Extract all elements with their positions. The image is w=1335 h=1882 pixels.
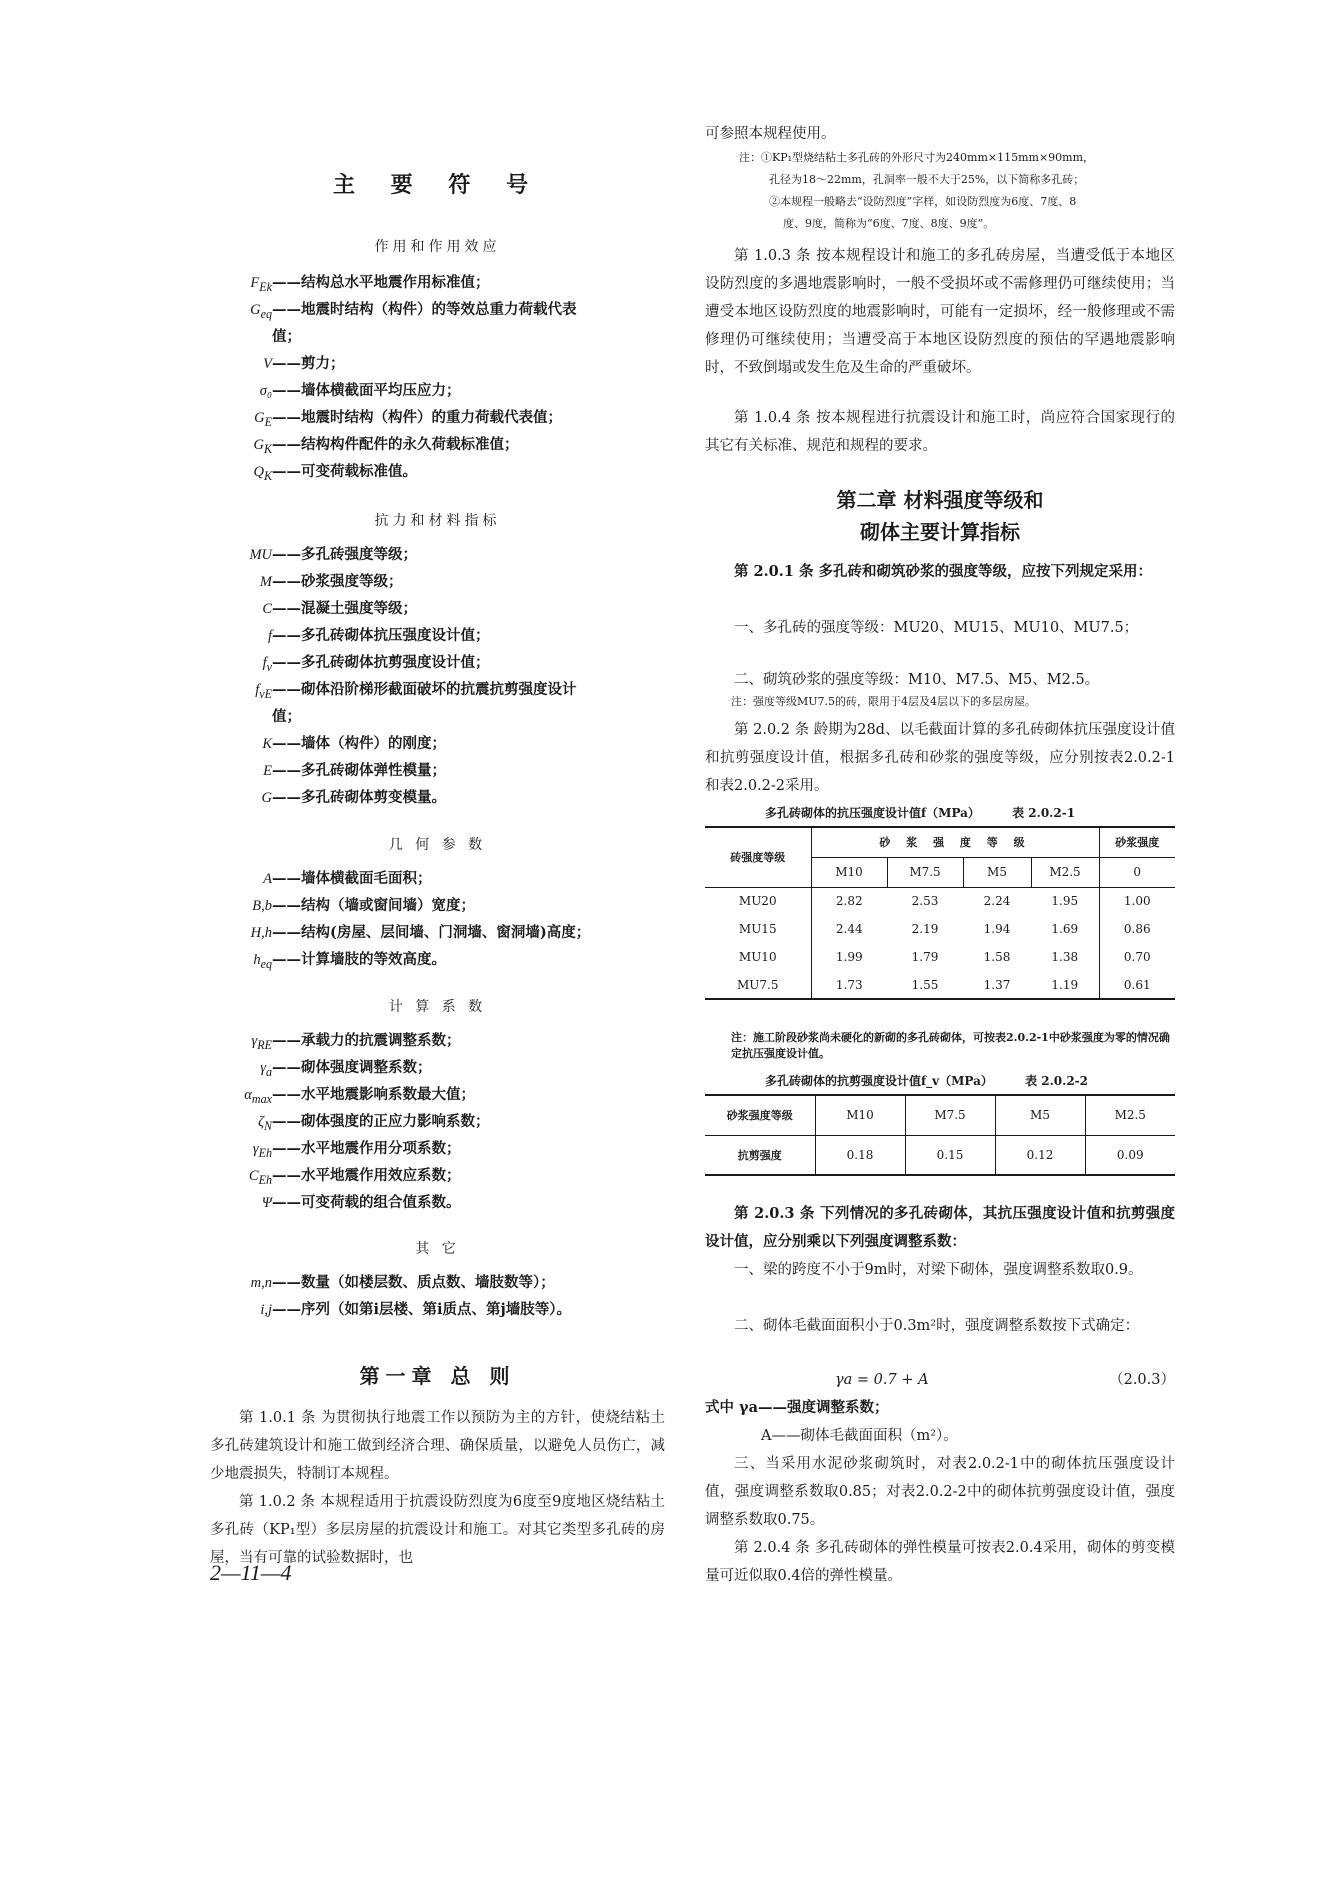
symbol-line: f——多孔砖砌体抗压强度设计值； xyxy=(267,627,490,644)
group-title-resistance: 抗力和材料指标 xyxy=(374,513,501,529)
symbol-line: $h_{eq}——$计算墙肢的等效高度。 xyxy=(253,951,446,971)
chapter-2-title-line2: 砌体主要计算指标 xyxy=(860,520,1020,544)
table-row xyxy=(705,915,1175,943)
symbol-line: $F_{Ek}——$结构总水平地震作用标准值； xyxy=(250,274,490,294)
cell: 1.95 xyxy=(1031,887,1099,915)
cell: 1.79 xyxy=(911,950,939,964)
clause-1-0-3: 第 1.0.3 条 按本规程设计和施工的多孔砖房屋，当遭受低于本地区设防烈度的多遇地震影响时，一般不受损坏或不需修理仍可继续使用；当遭受本地区设防烈度的地震影响时，可能有一定损坏，经一般修理或不需修理仍可继续使用；当遭受高于本地区设防烈度的预估的罕遇地震影响时，不致倒塌或发生危及生命的严重破坏。 xyxy=(705,248,1175,376)
table-1-caption: 多孔砖砌体的抗压强度设计值f（MPa） 表 2.0.2-1 xyxy=(765,806,1076,820)
cell: 1.99 xyxy=(835,950,863,964)
row-label: MU10 xyxy=(705,943,811,971)
group-title-geometry: 几 何 参 数 xyxy=(388,837,487,853)
cell: 2.82 xyxy=(835,894,863,909)
symbol-line: $C_{Eh}——$水平地震作用效应系数； xyxy=(248,1167,461,1187)
cell: 0.18 xyxy=(815,1135,905,1175)
cell: 1.58 xyxy=(983,950,1011,964)
cell: 2.53 xyxy=(911,894,939,909)
symbol-line: $Q_K——$可变荷载标准值。 xyxy=(253,463,417,483)
note-1b: 孔径为18～22mm，孔洞率一般不大于25%，以下简称多孔砖； xyxy=(769,173,1085,186)
note-2b: 度、9度，简称为“6度、7度、8度、9度”。 xyxy=(783,217,995,230)
cell: 1.38 xyxy=(1031,943,1099,971)
table-group-header: 砂 浆 强 度 等 级 xyxy=(811,827,1099,857)
cell: 2.24 xyxy=(983,894,1011,909)
group-title-coefficients: 计 算 系 数 xyxy=(388,999,487,1015)
table-col-header: M10 xyxy=(815,1095,905,1135)
cell: 1.73 xyxy=(835,977,863,992)
symbol-line: MU——多孔砖强度等级； xyxy=(249,546,417,563)
row-label: 抗剪强度 xyxy=(705,1135,815,1175)
cell: 0.61 xyxy=(1123,977,1151,992)
symbol-line: σ₀——墙体横截面平均压应力； xyxy=(259,382,461,399)
row-label: MU15 xyxy=(705,915,811,943)
clause-2-0-1-b: 二、砌筑砂浆的强度等级：M10、M7.5、M5、M2.5。 xyxy=(734,672,1100,688)
symbol-line: $G_K——$结构构件配件的永久荷载标准值； xyxy=(253,436,519,456)
clause-2-0-3-a: 一、梁的跨度不小于9m时，对梁下砌体，强度调整系数取0.9。 xyxy=(734,1262,1143,1278)
cell: 1.69 xyxy=(1031,915,1099,943)
symbol-line: $G_E——$地震时结构（构件）的重力荷载代表值； xyxy=(254,409,562,429)
symbol-line: E——多孔砖砌体弹性模量； xyxy=(263,762,446,779)
clause-2-0-3-c: 三、当采用水泥砂浆砌筑时，对表2.0.2-1中的砌体抗压强度设计值，强度调整系数取0.85；对表2.0.2-2中的砌体抗剪强度设计值，强度调整系数取0.75。 xyxy=(705,1456,1175,1528)
symbol-line: C——混凝土强度等级； xyxy=(262,600,417,617)
clause-1-0-2: 第 1.0.2 条 本规程适用于抗震设防烈度为6度至9度地区烧结粘土多孔砖（KP₁型）多层房屋的抗震设计和施工。对其它类型多孔砖的房屋，当有可靠的试验数据时，也 xyxy=(210,1494,665,1566)
table-row xyxy=(705,887,1175,915)
table-col-header: M5 xyxy=(963,857,1031,887)
symbol-line: H,h——结构(房屋、层间墙、门洞墙、窗洞墙)高度； xyxy=(250,924,591,941)
table-col-header: M5 xyxy=(995,1095,1085,1135)
table-row xyxy=(705,1135,1175,1175)
symbol-line: G——多孔砖砌体剪变模量。 xyxy=(261,789,446,806)
symbol-line: V——剪力； xyxy=(263,355,345,372)
table-last-header: 砂浆强度 xyxy=(1099,827,1175,857)
where-2: A——砌体毛截面面积（m²）。 xyxy=(761,1428,958,1444)
symbol-line: K——墙体（构件）的刚度； xyxy=(262,735,446,752)
chapter-1-title: 第一章 总 则 xyxy=(359,1364,516,1388)
clause-2-0-2: 第 2.0.2 条 龄期为28d、以毛截面计算的多孔砖砌体抗压强度设计值和抗剪强度设计值，根据多孔砖和砂浆的强度等级，应分别按表2.0.2-1和表2.0.2-2采用。 xyxy=(705,722,1175,794)
note-2: ②本规程一般略去“设防烈度”字样，如设防烈度为6度、7度、8 xyxy=(769,195,1077,208)
symbol-line: Ψ——可变荷载的组合值系数。 xyxy=(261,1194,461,1211)
page-number: 2—11—4 xyxy=(210,1560,292,1585)
cell: 0.15 xyxy=(905,1135,995,1175)
symbol-line: A——墙体横截面毛面积； xyxy=(263,870,432,887)
symbol-line: $\gamma_{Eh}——$水平地震作用分项系数； xyxy=(252,1140,461,1160)
where-1: 式中 γa——强度调整系数； xyxy=(705,1399,889,1416)
table-col-header: 0 xyxy=(1133,865,1142,879)
table-col-header: M7.5 xyxy=(905,1095,995,1135)
clause-2-0-3: 第 2.0.3 条 下列情况的多孔砖砌体，其抗压强度设计值和抗剪强度设计值，应分别乘以下列强度调整系数： xyxy=(705,1205,1175,1250)
table-2-caption: 多孔砖砌体的抗剪强度设计值f_v（MPa） 表 2.0.2-2 xyxy=(765,1074,1089,1088)
formula-number: （2.0.3） xyxy=(1109,1372,1175,1388)
table-col-header: M2.5 xyxy=(1114,1108,1146,1123)
symbol-line: $f_v——$多孔砖砌体抗剪强度设计值； xyxy=(262,654,490,674)
clause-2-0-1-a: 一、多孔砖的强度等级：MU20、MU15、MU10、MU7.5； xyxy=(734,620,1139,636)
clause-2-0-4: 第 2.0.4 条 多孔砖砌体的弹性模量可按表2.0.4采用，砌体的剪变模量可近似取0.4倍的弹性模量。 xyxy=(705,1540,1175,1584)
formula: γa = 0.7 + A xyxy=(835,1372,929,1388)
symbols-title: 主 要 符 号 xyxy=(333,172,542,198)
clause-1-0-2-continued: 可参照本规程使用。 xyxy=(705,126,836,142)
table-row xyxy=(705,971,1175,999)
symbol-line: B,b——结构（墙或窗间墙）宽度； xyxy=(252,897,475,914)
cell: 2.19 xyxy=(911,922,939,936)
chapter-2-title-line1: 第二章 材料强度等级和 xyxy=(836,488,1044,512)
cell: 1.94 xyxy=(983,922,1011,936)
symbol-line: $G_{eq}——$地震时结构（构件）的等效总重力荷载代表 xyxy=(250,301,577,321)
table-col-header: M2.5 xyxy=(1031,857,1099,887)
table-2-0-2-1 xyxy=(705,826,1175,1000)
note-1: 注：①KP₁型烧结粘土多孔砖的外形尺寸为240mm×115mm×90mm， xyxy=(739,151,1095,164)
symbol-line: M——砂浆强度等级； xyxy=(259,573,403,590)
row-label: MU20 xyxy=(705,887,811,915)
formula-row xyxy=(705,1366,1175,1394)
symbol-line: m,n——数量（如楼层数、质点数、墙肢数等）； xyxy=(250,1274,555,1291)
cell: 0.12 xyxy=(995,1135,1085,1175)
cell: 0.09 xyxy=(1116,1147,1144,1162)
row-label: MU7.5 xyxy=(705,971,811,999)
symbol-line: $\gamma_{RE}——$承载力的抗震调整系数； xyxy=(251,1032,461,1052)
table-1-note: 注：施工阶段砂浆尚未硬化的新砌的多孔砖砌体，可按表2.0.2-1中砂浆强度为零的情况确定抗压强度设计值。 xyxy=(731,1031,1170,1060)
clause-2-0-3-b: 二、砌体毛截面面积小于0.3m²时，强度调整系数按下式确定： xyxy=(734,1318,1140,1334)
group-title-actions: 作用和作用效应 xyxy=(374,239,501,255)
cell: 1.00 xyxy=(1123,894,1151,909)
table-col-header: M7.5 xyxy=(887,857,963,887)
group-title-others: 其 它 xyxy=(415,1241,460,1257)
clause-2-0-1-note: 注：强度等级MU7.5的砖，限用于4层及4层以下的多层房屋。 xyxy=(731,695,1037,708)
symbol-line: 值； xyxy=(272,708,301,725)
symbol-line: 值； xyxy=(272,328,301,345)
cell: 0.70 xyxy=(1123,950,1151,964)
cell: 2.44 xyxy=(835,922,863,936)
symbol-line: i,j——序列（如第i层楼、第i质点、第j墙肢等）。 xyxy=(260,1301,572,1318)
cell: 0.86 xyxy=(1123,922,1151,936)
symbol-line: $f_{vE}——$砌体沿阶梯形截面破坏的抗震抗剪强度设计 xyxy=(255,681,577,701)
symbol-line: $\zeta_N——$砌体强度的正应力影响系数； xyxy=(258,1113,490,1133)
cell: 1.55 xyxy=(911,977,939,992)
cell: 1.19 xyxy=(1031,971,1099,999)
cell: 1.37 xyxy=(983,977,1011,992)
clause-1-0-1: 第 1.0.1 条 为贯彻执行地震工作以预防为主的方针，使烧结粘土多孔砖建筑设计和施工做到经济合理、确保质量，以避免人员伤亡，减少地震损失，特制订本规程。 xyxy=(210,1410,665,1482)
clause-2-0-1: 第 2.0.1 条 多孔砖和砌筑砂浆的强度等级，应按下列规定采用： xyxy=(734,563,1153,580)
table-row-header: 砂浆强度等级 xyxy=(705,1095,815,1135)
symbol-line: $\alpha_{max}——$水平地震影响系数最大值； xyxy=(244,1086,475,1106)
table-col-header: M10 xyxy=(811,857,887,887)
clause-1-0-4: 第 1.0.4 条 按本规程进行抗震设计和施工时，尚应符合国家现行的其它有关标准、规范和规程的要求。 xyxy=(705,410,1175,454)
symbol-line: $\gamma_a——$砌体强度调整系数； xyxy=(260,1059,432,1079)
table-row xyxy=(705,943,1175,971)
table-2-0-2-2 xyxy=(705,1094,1175,1176)
table-row-header: 砖强度等级 xyxy=(705,827,811,887)
